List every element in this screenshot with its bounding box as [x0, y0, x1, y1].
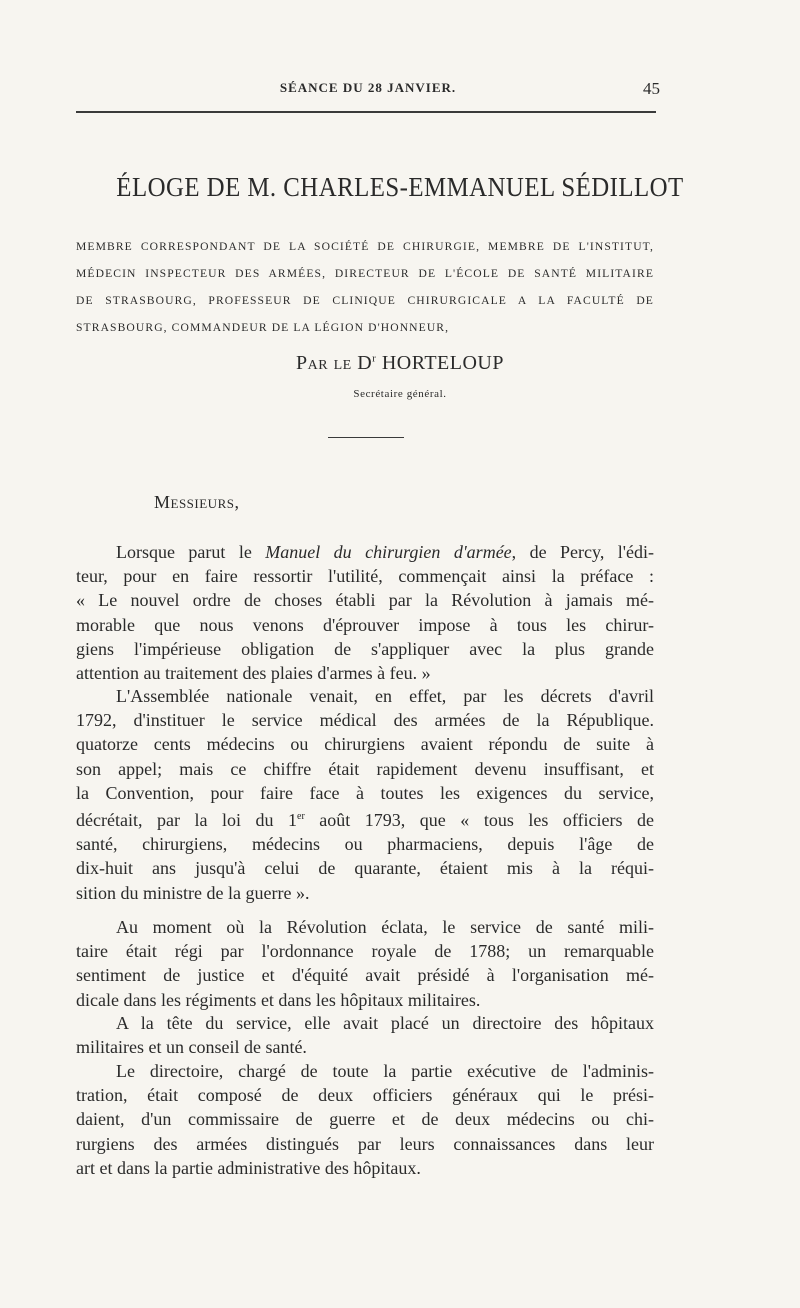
text-line: santé, chirurgiens, médecins ou pharmaciens, depuis l'âge de	[76, 834, 654, 855]
author-role: Secrétaire général.	[353, 388, 447, 400]
text-line: morable que nous venons d'éprouver impose à tous les chirur-	[76, 614, 654, 635]
text-line: décrétait, par la loi du 1er août 1793, que « tous les officiers de	[76, 810, 654, 831]
text-line: « Le nouvel ordre de choses établi par la Révolution à jamais mé-	[76, 590, 654, 611]
header-divider	[76, 111, 656, 113]
paragraph	[76, 1011, 654, 1059]
book-title: Manuel du chirurgien d'armée	[265, 542, 512, 562]
subtitle-line: DE STRASBOURG, PROFESSEUR DE CLINIQUE CHIRURGICALE A LA FACULTÉ DE	[76, 294, 654, 307]
paragraph	[76, 1059, 654, 1180]
page-number: 45	[643, 79, 660, 98]
author-title: $D^r$	[357, 352, 377, 374]
text-line: sition du ministre de la guerre ».	[76, 882, 310, 903]
text-line: Le directoire, chargé de toute la partie exécutive de l'adminis-	[116, 1061, 654, 1081]
text-line: art et dans la partie administrative des hôpitaux.	[76, 1157, 421, 1178]
text-line: son appel; mais ce chiffre était rapidement devenu insuffisant, et	[76, 758, 654, 779]
running-title: SÉANCE DU 28 JANVIER.	[279, 80, 457, 95]
subtitle-line: MÉDECIN INSPECTEUR DES ARMÉES, DIRECTEUR DE L'ÉCOLE DE SANTÉ MILITAIRE	[76, 267, 654, 280]
text-line: Au moment où la Révolution éclata, le service de santé mili-	[116, 917, 654, 937]
paragraph	[76, 915, 654, 1012]
text-line: sentiment de justice et d'équité avait présidé à l'organisation mé-	[76, 965, 654, 986]
text-line: giens l'impérieuse obligation de s'appliquer avec la plus grande	[76, 638, 654, 659]
text-line: dix-huit ans jusqu'à celui de quarante, étaient mis à la réqui-	[76, 858, 654, 879]
paragraph	[76, 684, 654, 905]
salutation: Messieurs,	[154, 492, 240, 512]
paragraph	[76, 540, 654, 685]
author-line	[0, 352, 800, 375]
section-divider	[328, 437, 404, 438]
text-line: attention au traitement des plaies d'armes à feu. »	[76, 663, 431, 684]
text-line: daient, d'un commissaire de guerre et de deux médecins ou chi-	[76, 1109, 654, 1130]
text-line: 1792, d'instituer le service médical des armées de la République.	[76, 710, 654, 731]
text-line: teur, pour en faire ressortir l'utilité, commençait ainsi la préface :	[76, 566, 654, 587]
text-line: Lorsque parut le Manuel du chirurgien d'armée, de Percy, l'édi-	[116, 542, 654, 562]
text-line: tration, était composé de deux officiers généraux qui le prési-	[76, 1085, 654, 1106]
article-title: ÉLOGE DE M. CHARLES-EMMANUEL SÉDILLOT	[116, 172, 684, 202]
article-subtitle	[76, 233, 654, 341]
author-name: HORTELOUP	[381, 352, 504, 374]
text-line: taire était régi par l'ordonnance royale de 1788; un remarquable	[76, 941, 654, 962]
subtitle-line: MEMBRE CORRESPONDANT DE LA SOCIÉTÉ DE CHIRURGIE, MEMBRE DE L'INSTITUT,	[76, 240, 654, 253]
running-head	[76, 80, 660, 98]
subtitle-line: STRASBOURG, COMMANDEUR DE LA LÉGION D'HONNEUR,	[76, 321, 450, 334]
text-line: militaires et un conseil de santé.	[76, 1037, 307, 1058]
text-line: A la tête du service, elle avait placé un directoire des hôpitaux	[116, 1013, 654, 1033]
text-line: quatorze cents médecins ou chirurgiens avaient répondu de suite à	[76, 734, 654, 755]
text-line: L'Assemblée nationale venait, en effet, par les décrets d'avril	[116, 686, 654, 706]
text-line: la Convention, pour faire face à toutes les exigences du service,	[76, 782, 654, 803]
author-prefix: Par le	[296, 352, 352, 374]
text-line: rurgiens des armées distingués par leurs connaissances dans leur	[76, 1133, 654, 1154]
text-line: dicale dans les régiments et dans les hôpitaux militaires.	[76, 989, 481, 1010]
